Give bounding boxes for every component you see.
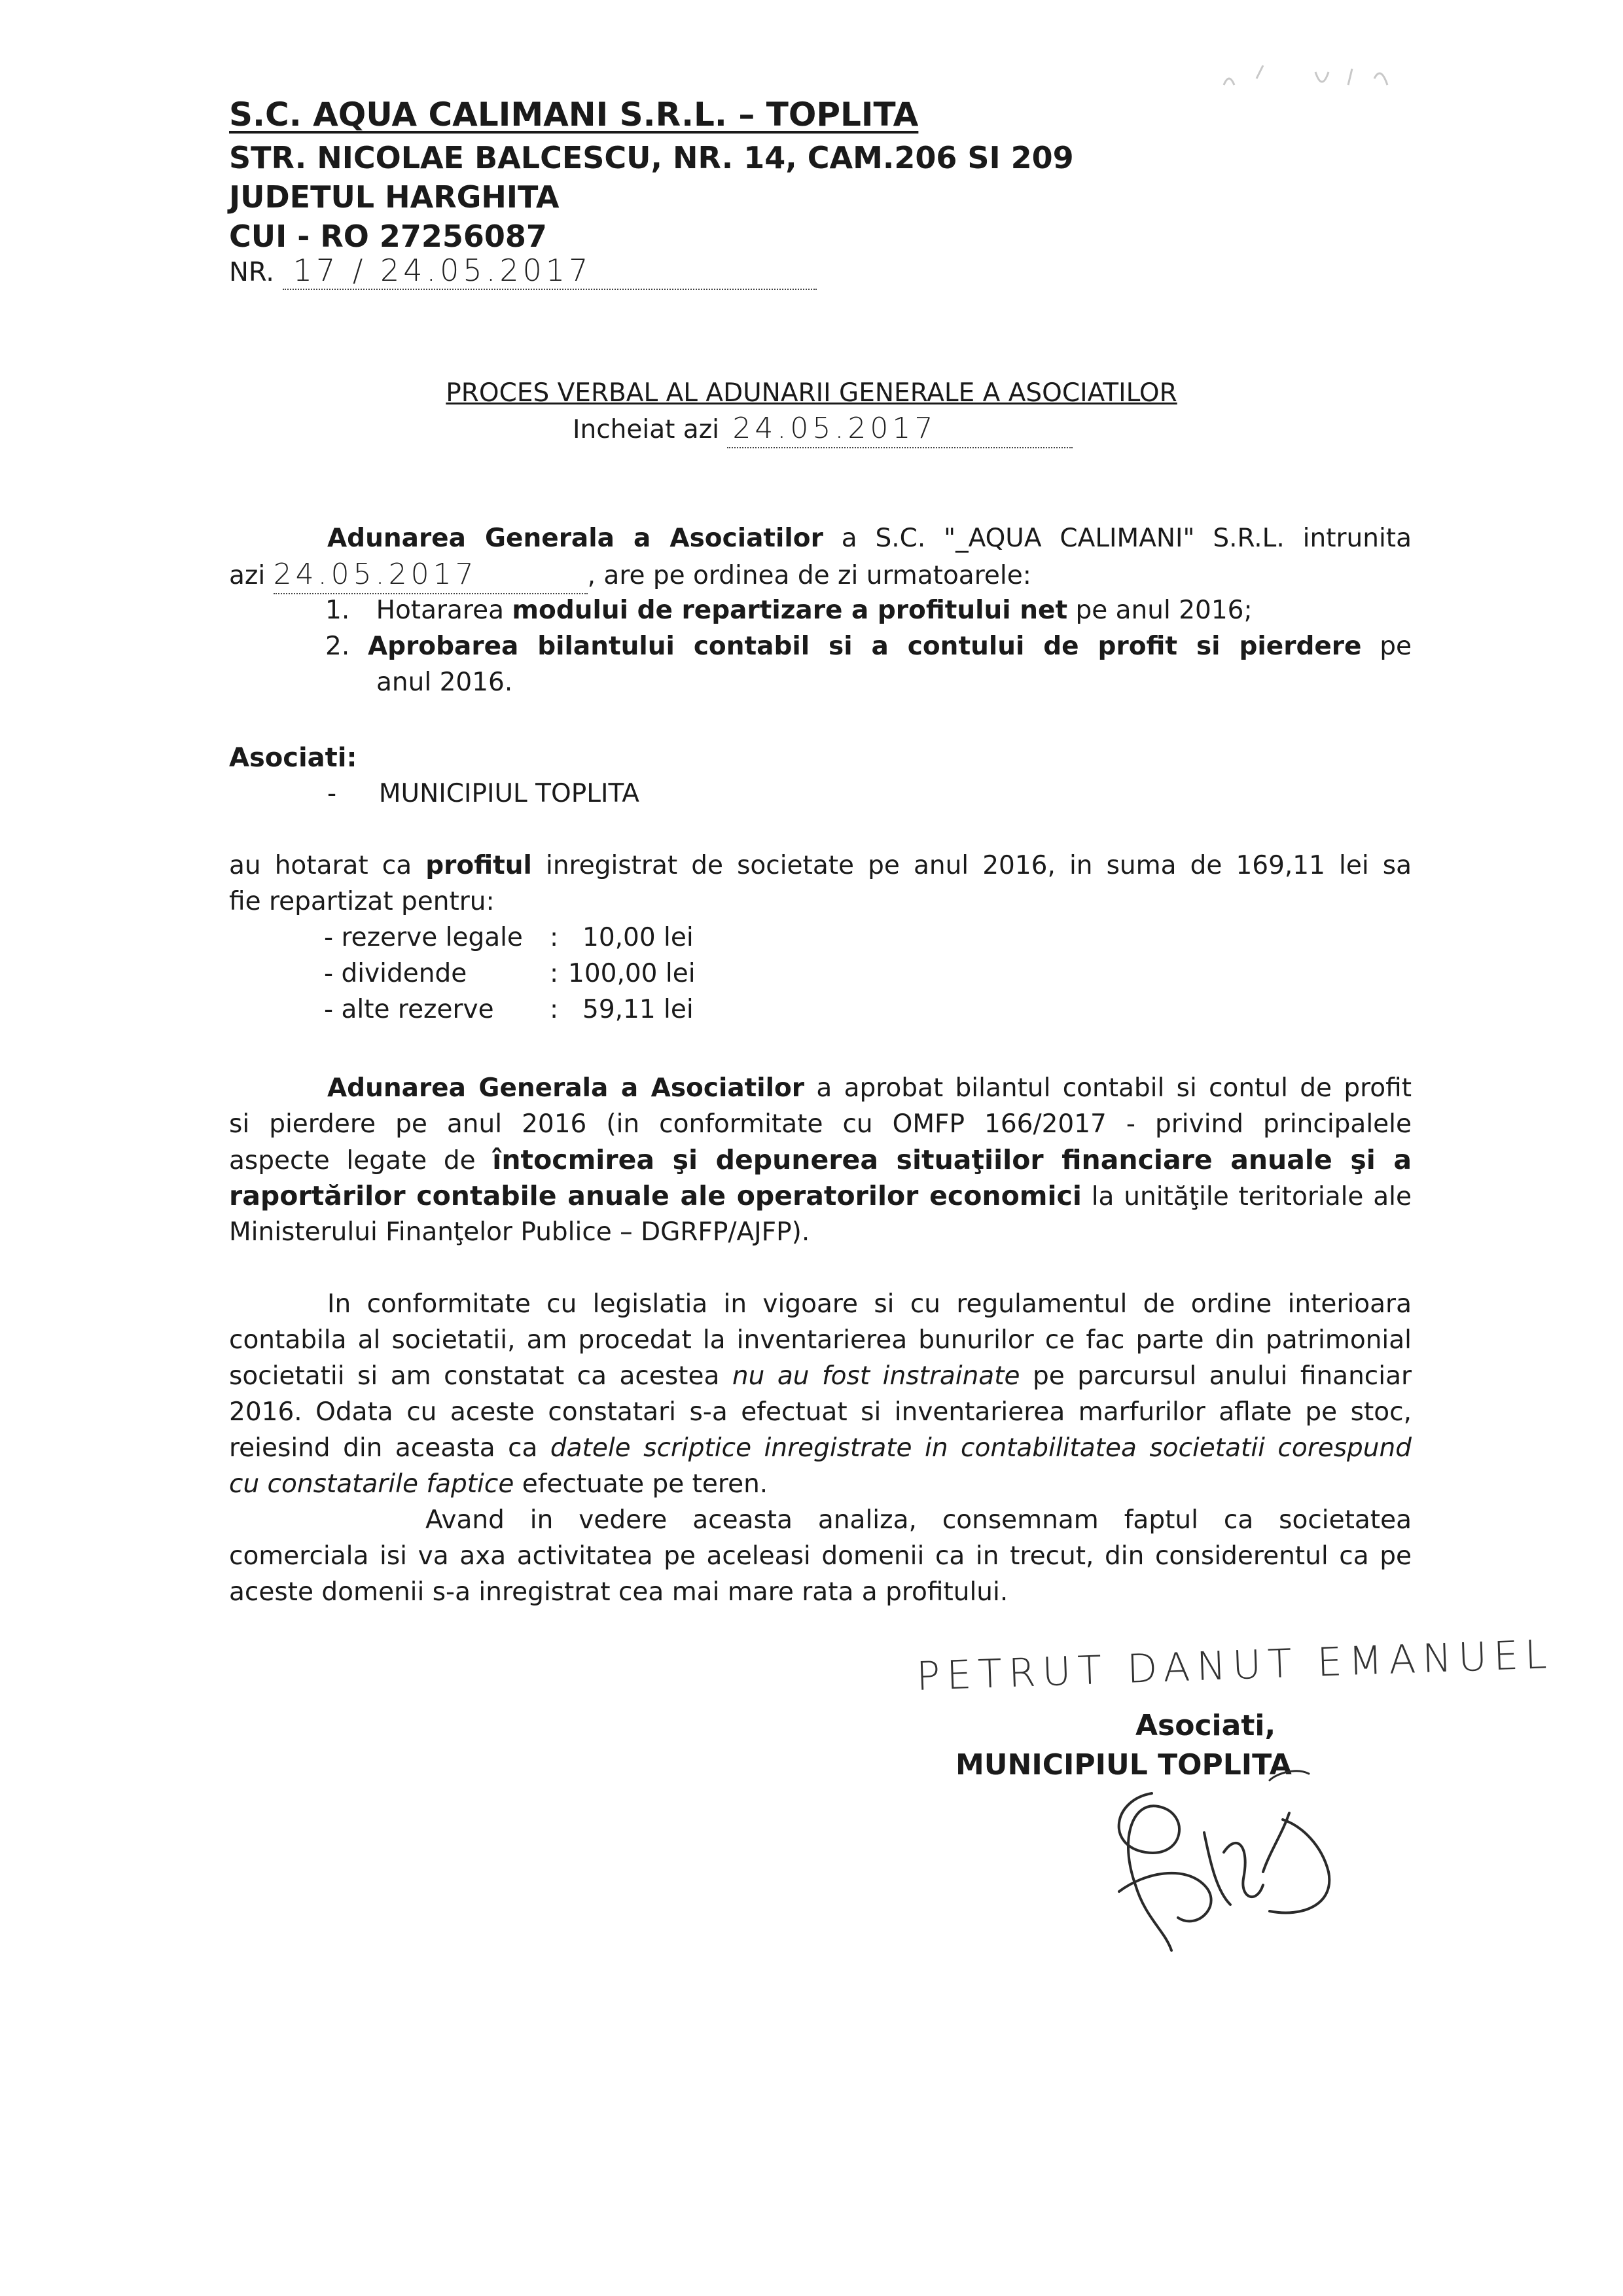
associates-dash: - bbox=[327, 779, 337, 808]
inventory-line bbox=[229, 1466, 768, 1503]
intro-rest: a S.C. "_AQUA CALIMANI" S.R.L. intrunita bbox=[841, 524, 1412, 553]
approval-bold: întocmirea şi depunerea situaţiilor financiare anuale şi a bbox=[492, 1144, 1412, 1175]
allocation-row bbox=[324, 992, 694, 1028]
agenda-post: pe anul 2016; bbox=[1075, 596, 1253, 625]
agenda-num: 1. bbox=[325, 596, 350, 625]
agenda-bold: Aprobarea bilantului contabil si a contului de profit si pierdere bbox=[367, 632, 1362, 661]
inventory-post: efectuate pe teren. bbox=[522, 1469, 768, 1499]
inventory-pre: societatii si am constatat ca acestea bbox=[229, 1361, 720, 1391]
handwritten-name: PETRUT DANUT EMANUEL bbox=[916, 1632, 1554, 1700]
inventory-line: Avand in vedere aceasta analiza, consemnam faptul ca societatea bbox=[425, 1505, 1412, 1535]
intro-bold: Adunarea Generala a Asociatilor bbox=[327, 524, 823, 553]
allocation-label: - alte rezerve bbox=[324, 995, 494, 1024]
inventory-line: 2016. Odata cu aceste constatari s-a efectuat si inventarierea marfurilor aflate pe stoc, bbox=[229, 1397, 1412, 1427]
inventory-pre: reiesind din aceasta ca bbox=[229, 1433, 538, 1463]
allocation-sep: : bbox=[550, 995, 559, 1024]
approval-rest: la unităţile teritoriale ale bbox=[1091, 1182, 1412, 1211]
approval-pre: aspecte legate de bbox=[229, 1146, 476, 1175]
profit-bold: profitul bbox=[425, 851, 532, 880]
approval-rest: a aprobat bilantul contabil si contul de profit bbox=[816, 1073, 1412, 1103]
profit-pre: au hotarat ca bbox=[229, 851, 412, 880]
inventory-line: aceste domenii s-a inregistrat cea mai mare rata a profitului. bbox=[229, 1577, 1008, 1607]
allocation-value: 100,00 lei bbox=[568, 959, 696, 988]
approval-line bbox=[327, 1070, 1412, 1106]
allocation-label: - dividende bbox=[324, 959, 467, 988]
allocation-sep: : bbox=[550, 959, 559, 988]
associates-entry bbox=[327, 776, 639, 812]
agenda-post: pe bbox=[1380, 632, 1412, 661]
agenda-item bbox=[325, 628, 1412, 664]
approval-bold: Adunarea Generala a Asociatilor bbox=[327, 1073, 805, 1103]
agenda-item bbox=[325, 592, 1253, 629]
approval-bold: raportărilor contabile anuale ale operatorilor economici bbox=[229, 1180, 1082, 1211]
agenda-bold: modului de repartizare a profitului net bbox=[512, 596, 1068, 625]
approval-line bbox=[229, 1178, 1412, 1215]
approval-line: Ministerului Finanţelor Publice – DGRFP/AJFP). bbox=[229, 1217, 810, 1247]
nr-label: NR. bbox=[229, 257, 275, 287]
inventory-italic: nu au fost instrainate bbox=[732, 1361, 1020, 1391]
agenda-num: 2. bbox=[325, 632, 350, 661]
associates-name: MUNICIPIUL TOPLITA bbox=[378, 779, 639, 808]
approval-line bbox=[229, 1142, 1412, 1179]
allocation-row bbox=[324, 920, 694, 956]
inventory-line bbox=[229, 1430, 1412, 1466]
company-county: JUDETUL HARGHITA bbox=[229, 179, 560, 215]
profit-line1 bbox=[229, 848, 1412, 884]
signature-scribble bbox=[1073, 1754, 1348, 1964]
scan-marks bbox=[1217, 39, 1414, 105]
allocation-sep: : bbox=[550, 923, 559, 952]
inventory-line: In conformitate cu legislatia in vigoare si cu regulamentul de ordine interioara bbox=[327, 1289, 1412, 1319]
profit-line2: fie repartizat pentru: bbox=[229, 887, 495, 916]
inventory-line bbox=[229, 1358, 1412, 1394]
registration-number bbox=[229, 252, 817, 291]
inventory-italic: datele scriptice inregistrate in contabilitatea societatii corespund bbox=[550, 1433, 1412, 1463]
inventory-italic: cu constatarile faptice bbox=[229, 1469, 514, 1499]
signature-label: Asociati, bbox=[1135, 1709, 1276, 1742]
company-cui: CUI - RO 27256087 bbox=[229, 219, 547, 254]
concluded-label: Incheiat azi bbox=[573, 415, 720, 444]
inventory-post: pe parcursul anului financiar bbox=[1033, 1361, 1412, 1391]
associates-label: Asociati: bbox=[229, 743, 357, 773]
approval-line: si pierdere pe anul 2016 (in conformitate cu OMFP 166/2017 - privind principalele bbox=[229, 1109, 1412, 1139]
company-address: STR. NICOLAE BALCESCU, NR. 14, CAM.206 SI 209 bbox=[229, 140, 1074, 175]
allocation-value: 59,11 lei bbox=[582, 995, 694, 1024]
azi-label: azi bbox=[229, 561, 266, 590]
agenda-continuation: anul 2016. bbox=[376, 668, 513, 697]
agenda-pre: Hotararea bbox=[376, 596, 505, 625]
inventory-line: comerciala isi va axa activitatea pe aceleasi domenii ca in trecut, din considerentul ca pe bbox=[229, 1541, 1412, 1571]
concluded-date bbox=[573, 410, 1073, 448]
concluded-date-handwritten: 24.05.2017 bbox=[727, 410, 1073, 448]
company-name: S.C. AQUA CALIMANI S.R.L. – TOPLITA bbox=[229, 96, 919, 134]
profit-post: inregistrat de societate pe anul 2016, in suma de 169,11 lei sa bbox=[546, 851, 1412, 880]
intro-line2 bbox=[229, 556, 1031, 594]
intro-line1 bbox=[327, 520, 1412, 556]
document-title: PROCES VERBAL AL ADUNARII GENERALE A ASOCIATILOR bbox=[446, 378, 1177, 408]
nr-handwritten: 17 / 24.05.2017 bbox=[283, 252, 817, 290]
allocation-label: - rezerve legale bbox=[324, 923, 523, 952]
allocation-value: 10,00 lei bbox=[582, 923, 694, 952]
inventory-line: contabila al societatii, am procedat la inventarierea bunurilor ce fac parte din patrimonial bbox=[229, 1325, 1412, 1355]
allocation-row bbox=[324, 956, 696, 992]
signature-entity: MUNICIPIUL TOPLITA bbox=[955, 1748, 1292, 1782]
azi-date-handwritten: 24.05.2017 bbox=[274, 556, 588, 594]
intro-rest2: , are pe ordinea de zi urmatoarele: bbox=[587, 561, 1031, 590]
